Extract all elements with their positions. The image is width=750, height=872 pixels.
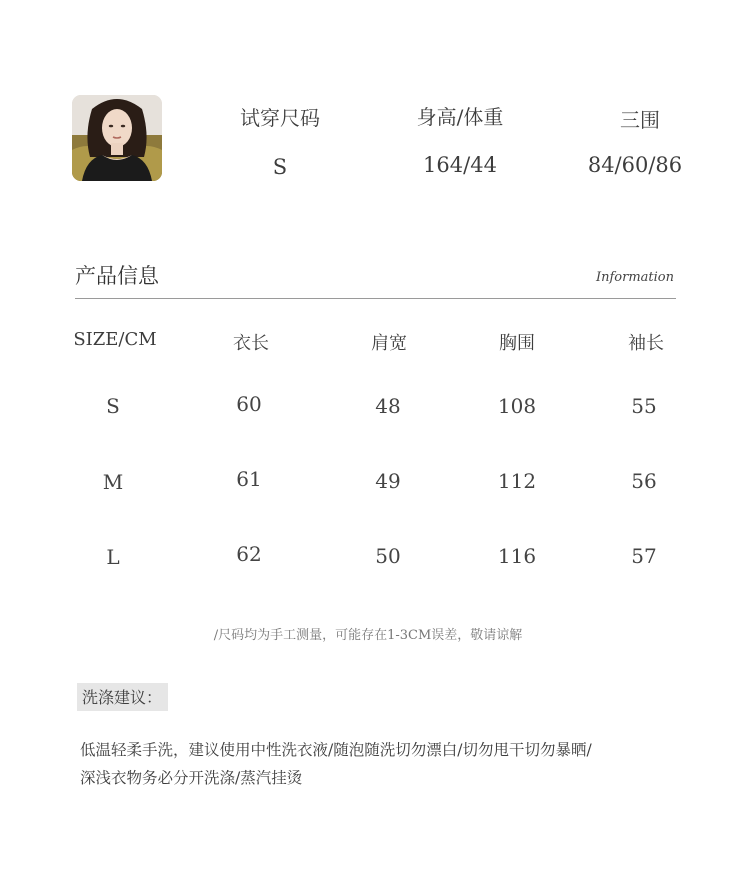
- table-cell-chest: 108: [497, 394, 537, 418]
- model-photo: [72, 95, 162, 181]
- measurement-note: /尺码均为手工测量，可能存在1-3CM误差，敬请谅解: [213, 628, 523, 643]
- table-cell-sleeve: 56: [631, 469, 657, 493]
- wash-advice-line: 深浅衣物务必分开洗涤/蒸汽挂烫: [80, 769, 303, 787]
- model-header-height-weight: 身高/体重: [416, 105, 504, 129]
- column-header-shoulder: 肩宽: [371, 333, 407, 354]
- table-cell-size: M: [102, 470, 124, 494]
- wash-advice-label: 洗涤建议：: [77, 683, 168, 711]
- model-height-weight-value: 164/44: [423, 153, 497, 177]
- column-header-length: 衣长: [233, 333, 269, 354]
- model-header-measurements: 三围: [620, 108, 660, 132]
- wash-advice-text: [80, 736, 690, 792]
- table-cell-shoulder: 50: [375, 544, 401, 568]
- product-info-subtitle: Information: [595, 270, 674, 285]
- table-cell-size: S: [106, 394, 120, 418]
- model-size-value: S: [272, 155, 288, 179]
- column-header-size: SIZE/CM: [73, 329, 157, 350]
- table-cell-length: 62: [236, 542, 262, 566]
- column-header-sleeve: 袖长: [628, 333, 664, 354]
- table-cell-sleeve: 57: [631, 544, 657, 568]
- table-cell-chest: 112: [497, 469, 537, 493]
- table-cell-length: 60: [236, 392, 262, 416]
- wash-advice-line: 低温轻柔手洗，建议使用中性洗衣液/随泡随洗切勿漂白/切勿甩干切勿暴晒/: [80, 741, 592, 759]
- table-cell-sleeve: 55: [631, 394, 657, 418]
- table-cell-size: L: [106, 545, 120, 569]
- table-cell-length: 61: [236, 467, 262, 491]
- product-info-title: 产品信息: [75, 264, 159, 288]
- table-cell-shoulder: 49: [375, 469, 401, 493]
- section-divider: [75, 298, 676, 299]
- table-cell-shoulder: 48: [375, 394, 401, 418]
- table-cell-chest: 116: [497, 544, 537, 568]
- column-header-chest: 胸围: [499, 333, 535, 354]
- model-header-size: 试穿尺码: [240, 106, 320, 130]
- model-measurements-value: 84/60/86: [587, 153, 683, 177]
